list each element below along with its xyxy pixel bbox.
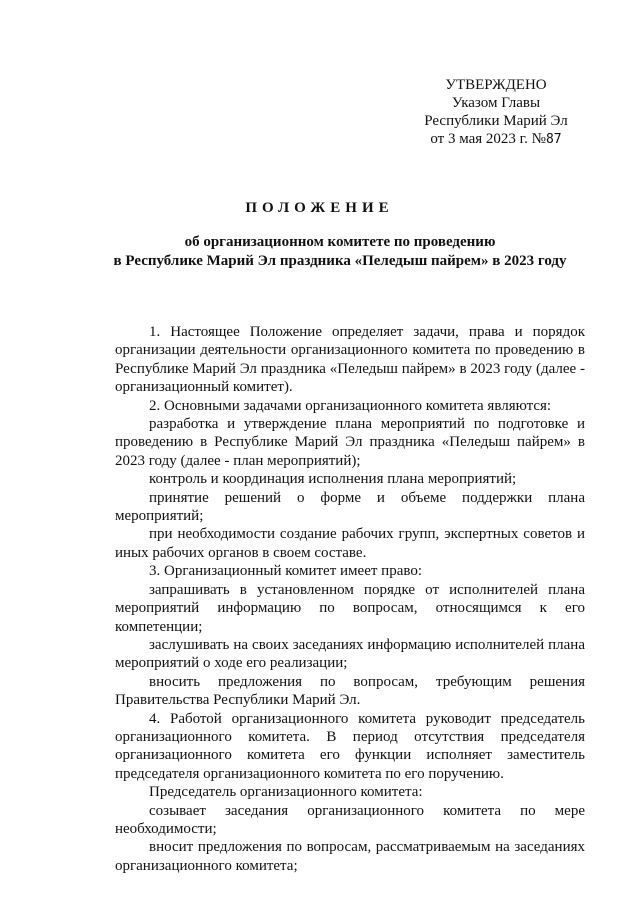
decree-number: 87	[545, 132, 562, 147]
approval-date-line	[396, 130, 596, 149]
subtitle-line-2: в Республике Марий Эл праздника «Пеледыш пайрем» в 2023 году	[113, 253, 567, 269]
subtitle-line-1: об организационном комитете по проведению	[184, 234, 496, 250]
paragraph-9: заслушивать на своих заседаниях информацию исполнителей плана мероприятий о ходе его реализации;	[115, 636, 585, 672]
paragraph-8: запрашивать в установленном порядке от исполнителей плана мероприятий информацию по вопросам, относящимся к его компетенции;	[115, 581, 585, 635]
paragraph-5: принятие решений о форме и объеме поддержки плана мероприятий;	[115, 489, 585, 525]
document-title: ПОЛОЖЕНИЕ	[245, 200, 394, 216]
paragraph-1: 1. Настоящее Положение определяет задачи, права и порядок организации деятельности организационного комитета по проведению в Республике Марий Эл праздника «Пеледыш пайрем» в 2023 году (далее - организационный комитет).	[115, 324, 585, 396]
approval-authority: Указом Главы	[451, 95, 541, 111]
approval-region: Республики Марий Эл	[424, 113, 568, 129]
paragraph-13: созывает заседания организационного комитета по мере необходимости;	[115, 802, 585, 837]
document-body	[115, 323, 585, 875]
paragraph-3: разработка и утверждение плана мероприятий по подготовке и проведению в Республике Марий Эл праздника «Пеледыш пайрем» в 2023 году (далее - план мероприятий);	[115, 416, 585, 469]
paragraph-10: вносить предложения по вопросам, требующим решения Правительства Республики Марий Эл.	[115, 673, 585, 709]
approval-block	[396, 76, 596, 149]
approval-status: УТВЕРЖДЕНО	[445, 77, 547, 93]
paragraph-2: 2. Основными задачами организационного комитета являются:	[149, 397, 552, 414]
paragraph-4: контроль и координация исполнения плана мероприятий;	[149, 471, 517, 488]
paragraph-12: Председатель организационного комитета:	[149, 784, 423, 801]
paragraph-7: 3. Организационный комитет имеет право:	[149, 563, 422, 580]
paragraph-11: 4. Работой организационного комитета руководит председатель организационного комитета. В период отсутствия председателя организационного комитета его функции исполняет заместитель председателя организационного комитета по его поручению.	[115, 710, 585, 782]
document-subtitle	[80, 233, 600, 271]
approval-date: от 3 мая 2023 г. №	[430, 131, 546, 147]
paragraph-6: при необходимости создание рабочих групп, экспертных советов и иных рабочих органов в своем составе.	[115, 526, 585, 561]
paragraph-14: вносит предложения по вопросам, рассматриваемым на заседаниях организационного комитета;	[115, 839, 585, 874]
